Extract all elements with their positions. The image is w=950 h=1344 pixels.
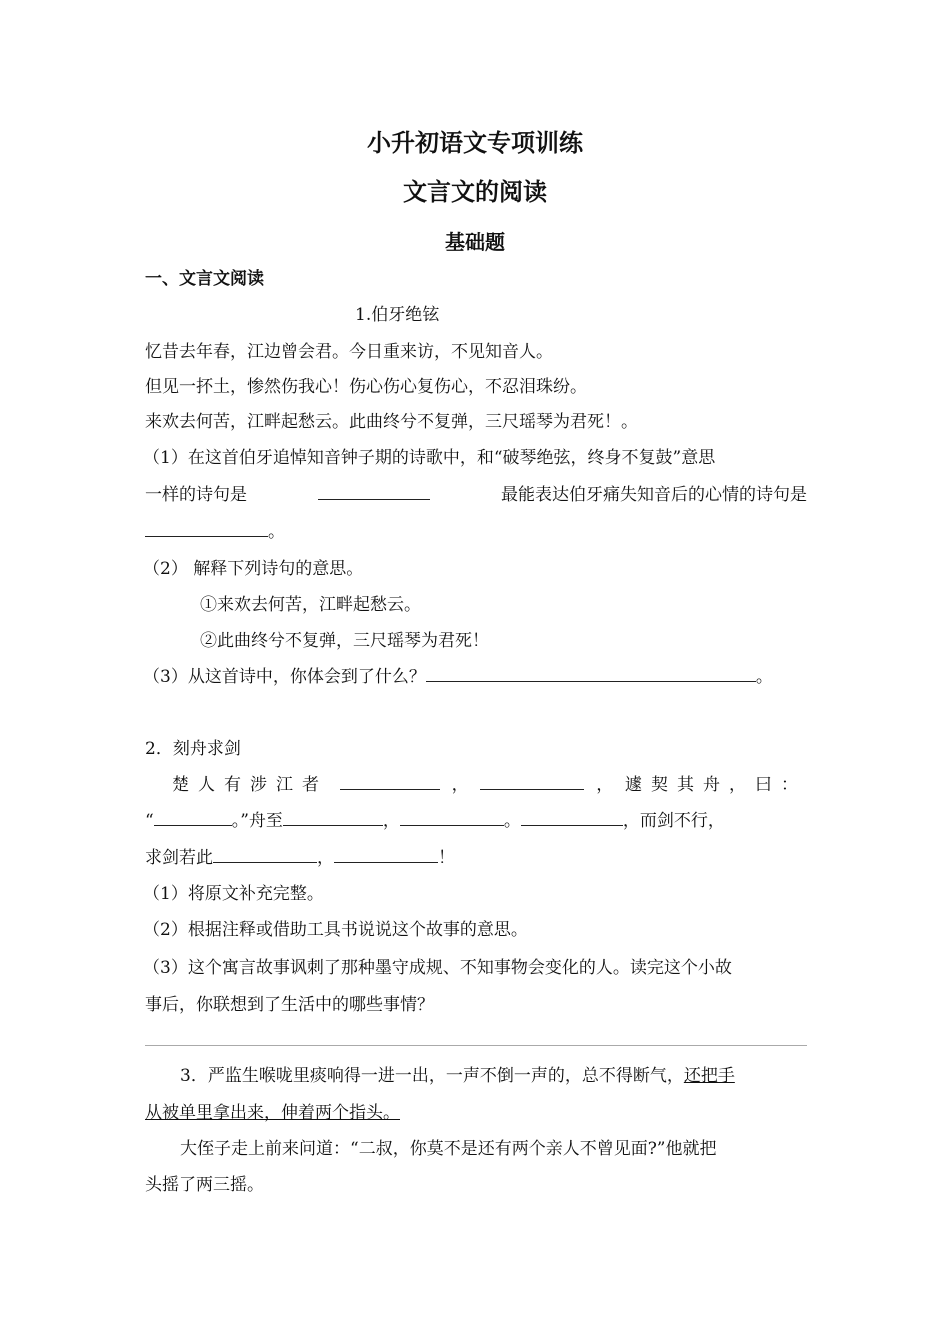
q1-sub1-period: 。	[268, 522, 285, 542]
q2-sub3-line-b: 事后，你联想到了生活中的哪些事情？	[145, 995, 434, 1015]
q1-answer-blank-1[interactable]	[318, 483, 430, 500]
q1-sub1-text-a: 一样的诗句是	[145, 485, 247, 505]
q2-line-3-start: 求剑若此	[145, 848, 213, 868]
subtitle: 文言文的阅读	[403, 178, 547, 206]
q1-sub3-text: （3）从这首诗中，你体会到了什么？	[143, 667, 426, 687]
q1-sub1-line-b	[145, 483, 807, 507]
q2-blank-8[interactable]	[334, 846, 438, 863]
q2-line-2-comma: ，	[382, 811, 400, 831]
q1-sub2-item-2: ②此曲终兮不复弹，三尺瑶琴为君死！	[200, 631, 489, 651]
main-title: 小升初语文专项训练	[367, 129, 583, 157]
q2-blank-2[interactable]	[480, 773, 584, 790]
q2-line-3-comma: ，	[317, 848, 334, 868]
q2-blank-3[interactable]	[154, 809, 232, 826]
q3-line-4: 头摇了两三摇。	[145, 1175, 264, 1195]
q1-poem-line-3: 来欢去何苦，江畔起愁云。此曲终兮不复弹，三尺瑶琴为君死！。	[145, 412, 638, 432]
q3-line-3: 大侄子走上前来问道：“二叔，你莫不是还有两个亲人不曾见面?”他就把	[180, 1139, 717, 1159]
q2-line-2-open: “	[145, 811, 154, 831]
q2-line-2-tail: ，而剑不行，	[622, 811, 725, 831]
q1-sub3	[143, 665, 773, 689]
q1-sub1-text-b: 最能表达伯牙痛失知音后的心情的诗句是	[501, 485, 807, 505]
q1-heading: 1.伯牙绝铉	[355, 305, 440, 325]
q1-answer-blank-3[interactable]	[426, 665, 756, 682]
q2-line-1-comma-2: ，	[596, 775, 614, 795]
answer-line-divider	[145, 1045, 807, 1046]
q1-poem-line-1: 忆昔去年春，江边曾会君。今日重来访，不见知音人。	[145, 342, 553, 362]
q2-line-1-comma: ，	[451, 775, 469, 795]
q2-blank-1[interactable]	[340, 773, 440, 790]
q2-blank-6[interactable]	[521, 809, 623, 826]
q1-answer-blank-2[interactable]	[145, 520, 268, 537]
q1-sub2: （2） 解释下列诗句的意思。	[143, 559, 364, 579]
q1-sub3-period: 。	[755, 667, 773, 687]
q2-blank-4[interactable]	[283, 809, 383, 826]
q1-sub1-line-c	[145, 520, 285, 544]
q2-line-3	[145, 846, 455, 870]
q2-blank-5[interactable]	[400, 809, 504, 826]
q2-heading: 2．刻舟求剑	[145, 739, 241, 759]
q1-poem-line-2: 但见一抔土，惨然伤我心！伤心伤心复伤心，不忍泪珠纷。	[145, 377, 587, 397]
q2-line-1-text: 楚人有涉江者	[172, 775, 328, 795]
q2-line-1-tail: 遽契其舟，曰：	[624, 775, 807, 795]
q2-line-1	[172, 773, 807, 797]
section-heading: 一、文言文阅读	[145, 269, 264, 289]
q2-line-3-end: ！	[438, 848, 455, 868]
q2-line-2-period: 。	[503, 811, 521, 831]
q2-sub1: （1）将原文补充完整。	[143, 884, 324, 904]
level-heading: 基础题	[445, 230, 505, 254]
q3-line-1-text: 3．严监生喉咙里痰响得一进一出，一声不倒一声的，总不得断气，	[180, 1066, 684, 1086]
q3-line-1-underlined: 还把手	[683, 1066, 735, 1086]
q3-line-2: 从被单里拿出来，伸着两个指头。	[145, 1103, 400, 1123]
q1-sub1-line-a: （1）在这首伯牙追悼知音钟子期的诗歌中，和“破琴绝弦，终身不复鼓”意思	[143, 448, 716, 468]
q2-line-2-close: 。”舟至	[231, 811, 283, 831]
q2-sub3-line-a: （3）这个寓言故事讽刺了那种墨守成规、不知事物会变化的人。读完这个小故	[143, 958, 732, 978]
q1-sub2-item-1: ①来欢去何苦，江畔起愁云。	[200, 595, 421, 615]
q2-line-2	[145, 809, 725, 833]
q2-sub2: （2）根据注释或借助工具书说说这个故事的意思。	[143, 920, 528, 940]
q3-line-1	[180, 1064, 735, 1088]
q2-blank-7[interactable]	[213, 846, 317, 863]
